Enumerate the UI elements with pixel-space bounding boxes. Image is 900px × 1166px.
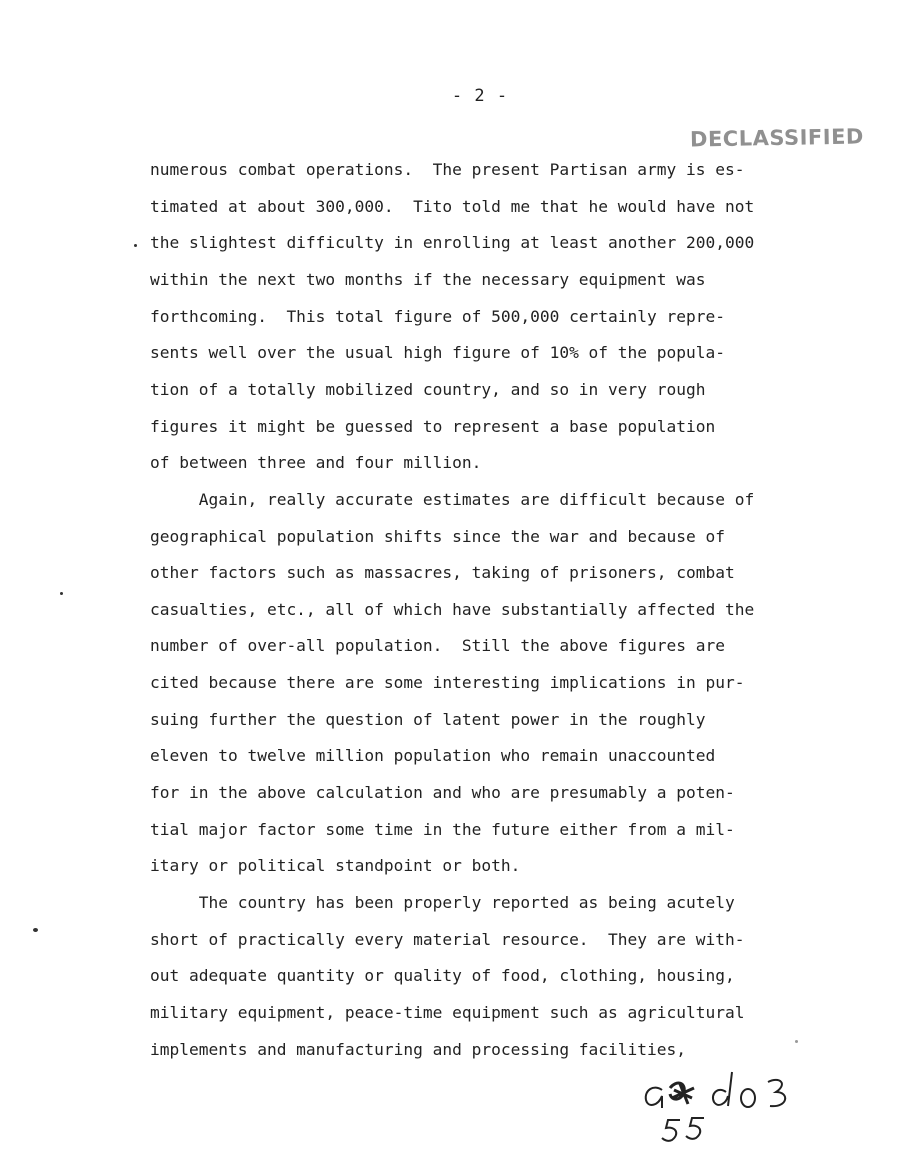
scan-speck — [33, 928, 38, 932]
scan-speck — [134, 244, 137, 247]
text-line: Again, really accurate estimates are difficult because of — [150, 489, 755, 509]
text-line: geographical population shifts since the war and because of — [150, 526, 725, 546]
text-line: short of practically every material resource. They are with- — [150, 929, 745, 949]
text-line: out adequate quantity or quality of food, clothing, housing, — [150, 966, 735, 986]
text-line: numerous combat operations. The present Partisan army is es- — [150, 160, 745, 179]
text-line: tion of a totally mobilized country, and so in very rough — [150, 379, 706, 399]
text-line: casualties, etc., all of which have substantially affected the — [150, 599, 755, 619]
text-line: figures it might be guessed to represent a base population — [150, 416, 716, 436]
text-line: for in the above calculation and who are presumably a poten- — [150, 783, 735, 803]
text-line: military equipment, peace-time equipment such as agricultural — [150, 1002, 745, 1022]
scan-speck — [60, 592, 63, 595]
text-line: other factors such as massacres, taking of prisoners, combat — [150, 563, 735, 583]
text-line: eleven to twelve million population who remain unaccounted — [150, 746, 716, 766]
text-line: number of over-all population. Still the above figures are — [150, 636, 725, 656]
text-line: suing further the question of latent power in the roughly — [150, 709, 706, 729]
text-line: tial major factor some time in the future either from a mil- — [150, 819, 735, 839]
text-line: of between three and four million. — [150, 453, 482, 473]
text-line: forthcoming. This total figure of 500,000 certainly repre- — [150, 306, 725, 326]
handwritten-note — [640, 1068, 810, 1148]
declassified-stamp: DECLASSIFIED — [689, 124, 865, 152]
text-line: within the next two months if the necessary equipment was — [150, 269, 706, 289]
text-line: sents well over the usual high figure of 10% of the popula- — [150, 343, 725, 363]
text-line: itary or political standpoint or both. — [150, 856, 521, 876]
text-line: timated at about 300,000. Tito told me that he would have not — [150, 196, 755, 216]
text-line: cited because there are some interesting implications in pur- — [150, 673, 745, 693]
text-line: The country has been properly reported as being acutely — [150, 893, 735, 912]
scan-speck — [795, 1040, 798, 1043]
page-number: - 2 - — [451, 86, 509, 106]
text-line: implements and manufacturing and processing facilities, — [150, 1039, 687, 1059]
text-line: the slightest difficulty in enrolling at least another 200,000 — [150, 233, 755, 253]
